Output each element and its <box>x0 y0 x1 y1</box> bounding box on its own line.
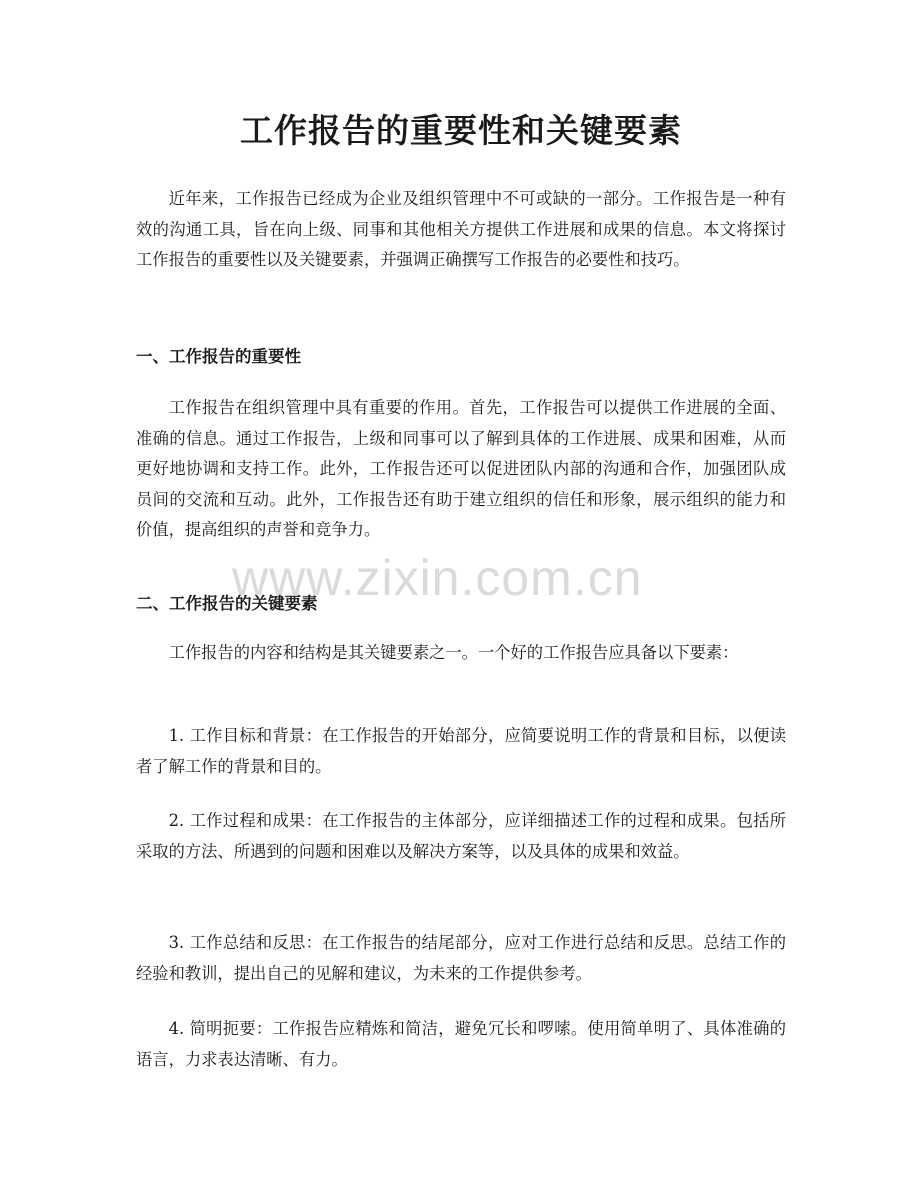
importance-paragraph: 工作报告在组织管理中具有重要的作用。首先，工作报告可以提供工作进展的全面、准确的信息。通过工作报告，上级和同事可以了解到具体的工作进展、成果和困难，从而更好地协调和支持工作。此外，工作报告还可以促进团队内部的沟通和合作，加强团队成员间的交流和互动。此外，工作报告还有助于建立组织的信任和形象，展示组织的能力和价值，提高组织的声誉和竞争力。 <box>136 398 786 539</box>
intro-paragraph: 近年来，工作报告已经成为企业及组织管理中不可或缺的一部分。工作报告是一种有效的沟通工具，旨在向上级、同事和其他相关方提供工作进展和成果的信息。本文将探讨工作报告的重要性以及关键要素，并强调正确撰写工作报告的必要性和技巧。 <box>136 189 786 269</box>
key-elements-intro-paragraph: 工作报告的内容和结构是其关键要素之一。一个好的工作报告应具备以下要素： <box>168 643 739 662</box>
section-heading-key-elements: 二、工作报告的关键要素 <box>136 594 318 613</box>
list-item-concise: 4. 简明扼要：工作报告应精炼和简洁，避免冗长和啰嗦。使用简单明了、具体准确的语言，力求表达清晰、有力。 <box>136 1019 786 1069</box>
list-item-process-results: 2. 工作过程和成果：在工作报告的主体部分，应详细描述工作的过程和成果。包括所采取的方法、所遇到的问题和困难以及解决方案等，以及具体的成果和效益。 <box>136 811 786 861</box>
list-item-goals-background: 1. 工作目标和背景：在工作报告的开始部分，应简要说明工作的背景和目标，以便读者了解工作的背景和目的。 <box>136 726 786 776</box>
document-title: 工作报告的重要性和关键要素 <box>240 111 682 150</box>
section-heading-importance: 一、工作报告的重要性 <box>136 347 301 366</box>
watermark: www.zixin.com.cn <box>232 550 643 606</box>
list-item-summary-reflection: 3. 工作总结和反思：在工作报告的结尾部分，应对工作进行总结和反思。总结工作的经验和教训，提出自己的见解和建议，为未来的工作提供参考。 <box>136 933 786 983</box>
